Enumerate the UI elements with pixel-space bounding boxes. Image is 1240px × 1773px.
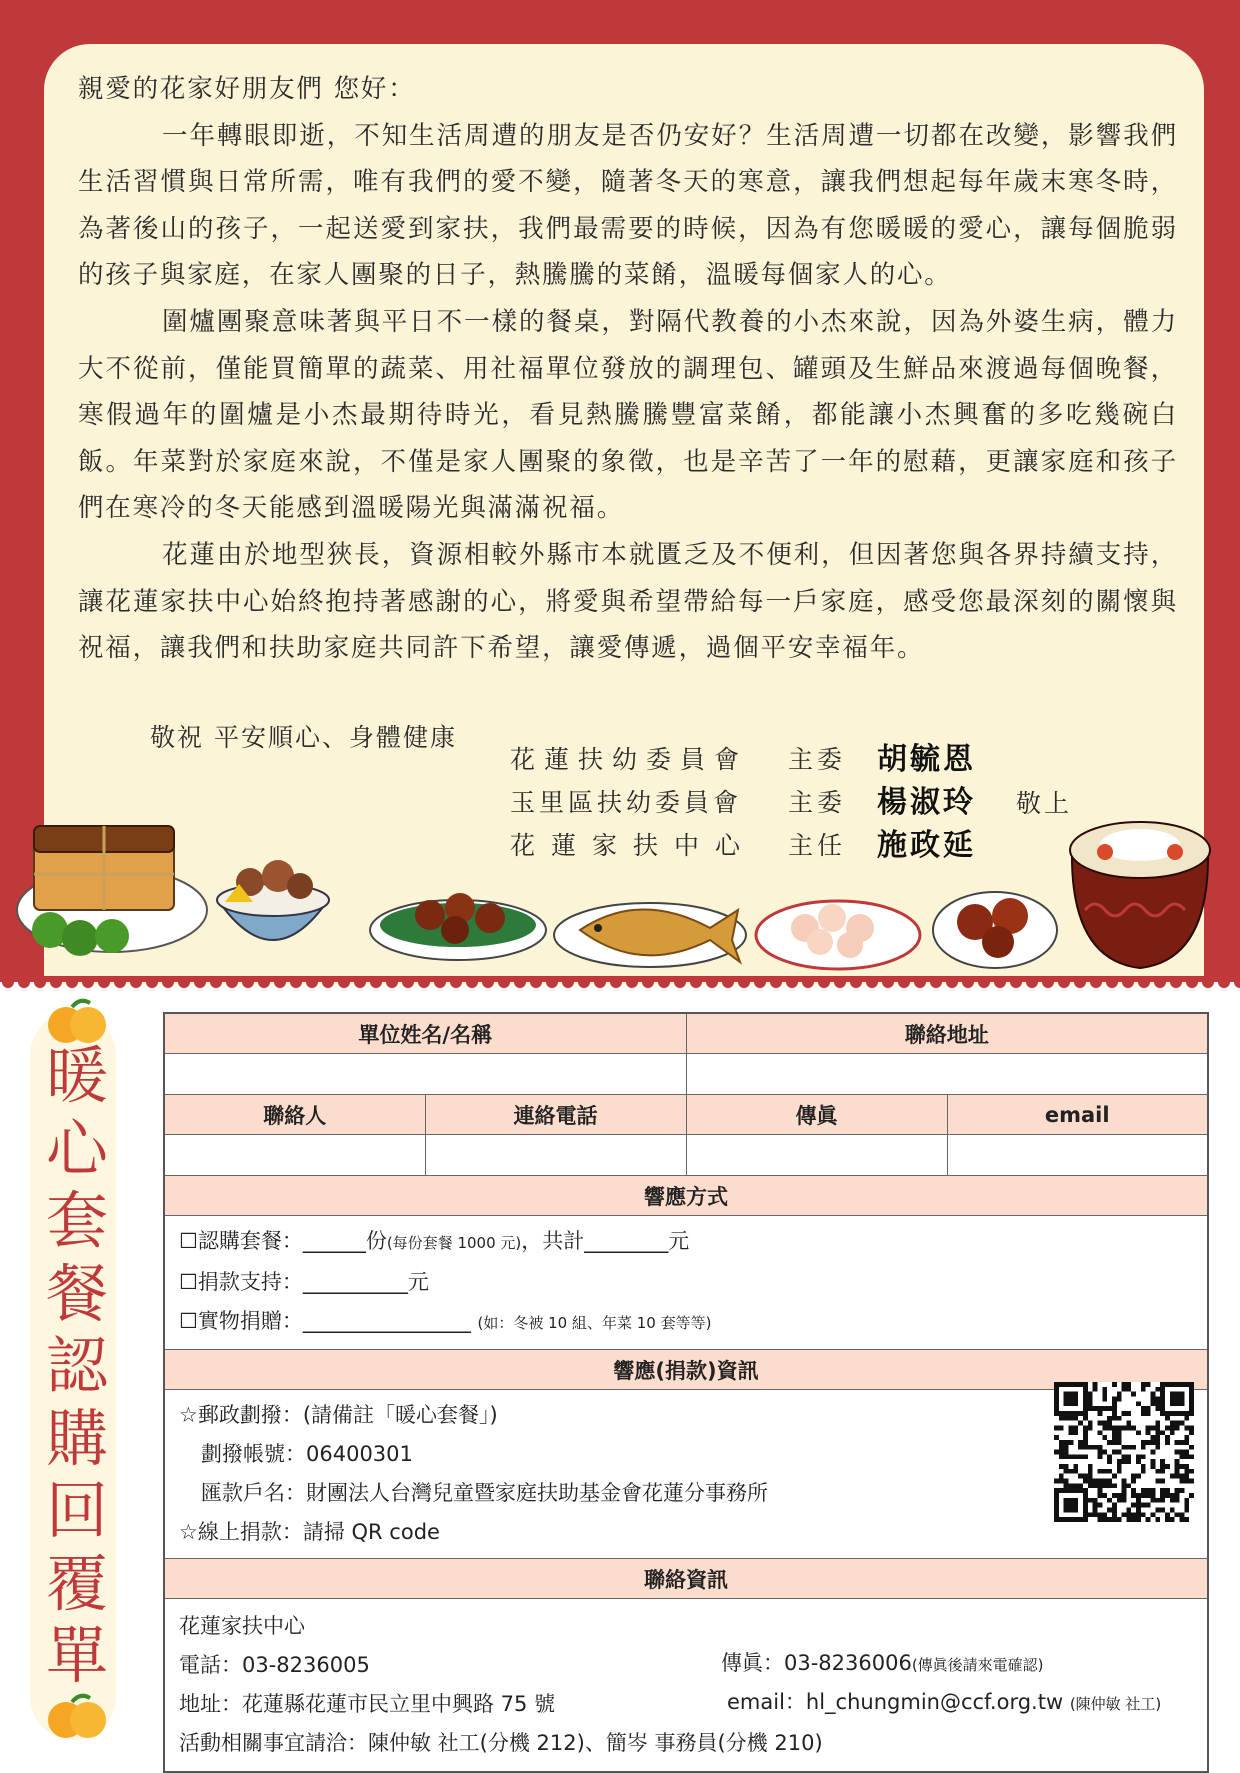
letter-paragraph-3: 花蓮由於地型狹長，資源相較外縣市本就匱乏及不便利，但因著您與各界持續支持，讓花蓮家扶中心始終抱持著感謝的心，將愛與希望帶給每一戶家庭，感受您最深刻的關懷與祝福，讓我們和扶助家庭共同許下希望，讓愛傳遞，過個平安幸福年。 [78,539,1178,664]
postal-account: 劃撥帳號：06400301 [201,1442,413,1466]
side-title-char: 單 [45,1619,108,1692]
letter-paragraph-2: 圍爐團聚意味著與平日不一樣的餐桌，對隔代教養的小杰來說，因為外婆生病，體力大不從前，僅能買簡單的蔬菜、用社福單位發放的調理包、罐頭及生鮮品來渡過每個晚餐，寒假過年的圍爐是小杰最期待時光，看見熱騰騰豐富菜餚，都能讓小杰興奮的多吃幾碗白飯。年菜對於家庭來說，不僅是家人團聚的象徵，也是辛苦了一年的慰藉，更讓家庭和孩子們在寒冷的冬天能感到溫暖陽光與滿滿祝福。 [78,306,1178,524]
whole-fish-icon [554,903,746,967]
side-title-char: 心 [45,1111,108,1185]
address-field[interactable] [686,1054,1208,1095]
side-title-char: 認 [45,1329,108,1402]
fax-field[interactable] [686,1135,947,1176]
reply-form [163,1012,1209,1773]
phone-field[interactable] [425,1135,686,1176]
signature-name: 施政延 [877,828,976,863]
response-method-header: 響應方式 [164,1176,1208,1216]
side-vertical-title [40,1040,114,1693]
side-title-char: 覆 [45,1546,108,1620]
scallop-divider [0,976,1240,988]
online-donation-note: ☆線上捐款：請掃 QR code [179,1520,440,1544]
side-title-char: 套 [45,1184,108,1257]
signature-title: 主委 [788,745,847,774]
address-header: 聯絡地址 [686,1013,1208,1054]
letter-closing: 敬上 [1016,789,1073,818]
signature-title: 主委 [788,788,847,817]
contact-info-header: 聯絡資訊 [164,1559,1208,1599]
option-donation[interactable]: ☐捐款支持：__________元 [179,1270,429,1294]
option-purchase-set[interactable]: ☐認購套餐：______份(每份套餐 1000 元)，共計________元 [179,1229,690,1253]
orange-fruit-icon [42,1690,112,1740]
letter-wish: 敬祝 平安順心、身體健康 [150,723,457,752]
center-name: 花蓮家扶中心 [179,1614,305,1638]
signature-org: 花蓮家扶中心 [510,831,757,860]
center-email[interactable]: email：hl_chungmin@ccf.org.tw (陳仲敏 社工) [727,1690,1162,1714]
signature-org: 玉里區扶幼委員會 [510,788,743,817]
fax-header: 傳眞 [686,1095,947,1135]
postal-transfer-note: ☆郵政劃撥：(請備註「暖心套餐」) [179,1403,498,1427]
contact-person-field[interactable] [164,1135,425,1176]
side-title-char: 購 [45,1401,108,1475]
signature-name: 楊淑玲 [877,785,976,820]
unit-name-field[interactable] [164,1054,686,1095]
contact-info [164,1599,1208,1773]
meatballs-greens-icon [370,893,546,960]
letter-body [78,66,1178,672]
email-field[interactable] [947,1135,1208,1176]
buddha-jumps-wall-pot-icon [1070,822,1210,968]
email-header: email [947,1095,1208,1135]
orange-fruit-icon [42,995,112,1045]
center-address: 地址：花蓮縣花蓮市民立里中興路 75 號 [179,1692,556,1716]
letter-greeting: 親愛的花家好朋友們 您好： [78,74,416,104]
phone-header: 連絡電話 [425,1095,686,1135]
signature-title: 主任 [788,831,847,860]
signature-org: 花蓮扶幼委員會 [510,745,749,774]
activity-contact: 活動相關事宜請洽：陳仲敏 社工(分機 212)、簡岑 事務員(分機 210) [179,1731,823,1755]
center-phone: 電話：03-8236005 [179,1653,370,1677]
food-illustrations [0,790,1240,990]
side-title-char: 餐 [45,1256,108,1330]
center-fax: 傳眞：03-8236006(傳眞後請來電確認) [721,1651,1044,1675]
payee-name: 匯款戶名：財團法人台灣兒童暨家庭扶助基金會花蓮分事務所 [201,1481,768,1505]
option-in-kind[interactable]: ☐實物捐贈：________________ (如：冬被 10 組、年菜 10 套等等) [179,1309,712,1333]
lion-head-meatballs-icon [933,892,1057,968]
side-title-char: 暖 [45,1039,108,1112]
response-options [164,1216,1208,1350]
donation-info [164,1390,1208,1559]
unit-name-header: 單位姓名/名稱 [164,1013,686,1054]
qr-code-icon[interactable] [1054,1382,1194,1522]
letter-paragraph-1: 一年轉眼即逝，不知生活周遭的朋友是否仍安好？生活周遭一切都在改變，影響我們生活習慣與日常所需，唯有我們的愛不變，隨著冬天的寒意，讓我們想起每年歲末寒冬時，為著後山的孩子，一起送愛到家扶，我們最需要的時候，因為有您暖暖的愛心，讓每個脆弱的孩子與家庭，在家人團聚的日子，熱騰騰的菜餚，溫暖每個家人的心。 [78,120,1178,291]
dongpo-pork-icon [17,826,207,956]
side-title-char: 回 [45,1474,108,1547]
signature-name: 胡毓恩 [877,742,976,777]
contact-person-header: 聯絡人 [164,1095,425,1135]
shrimp-dumplings-icon [756,901,920,969]
braised-pork-rice-icon [217,860,329,940]
donation-info-header: 響應(捐款)資訊 [164,1350,1208,1390]
